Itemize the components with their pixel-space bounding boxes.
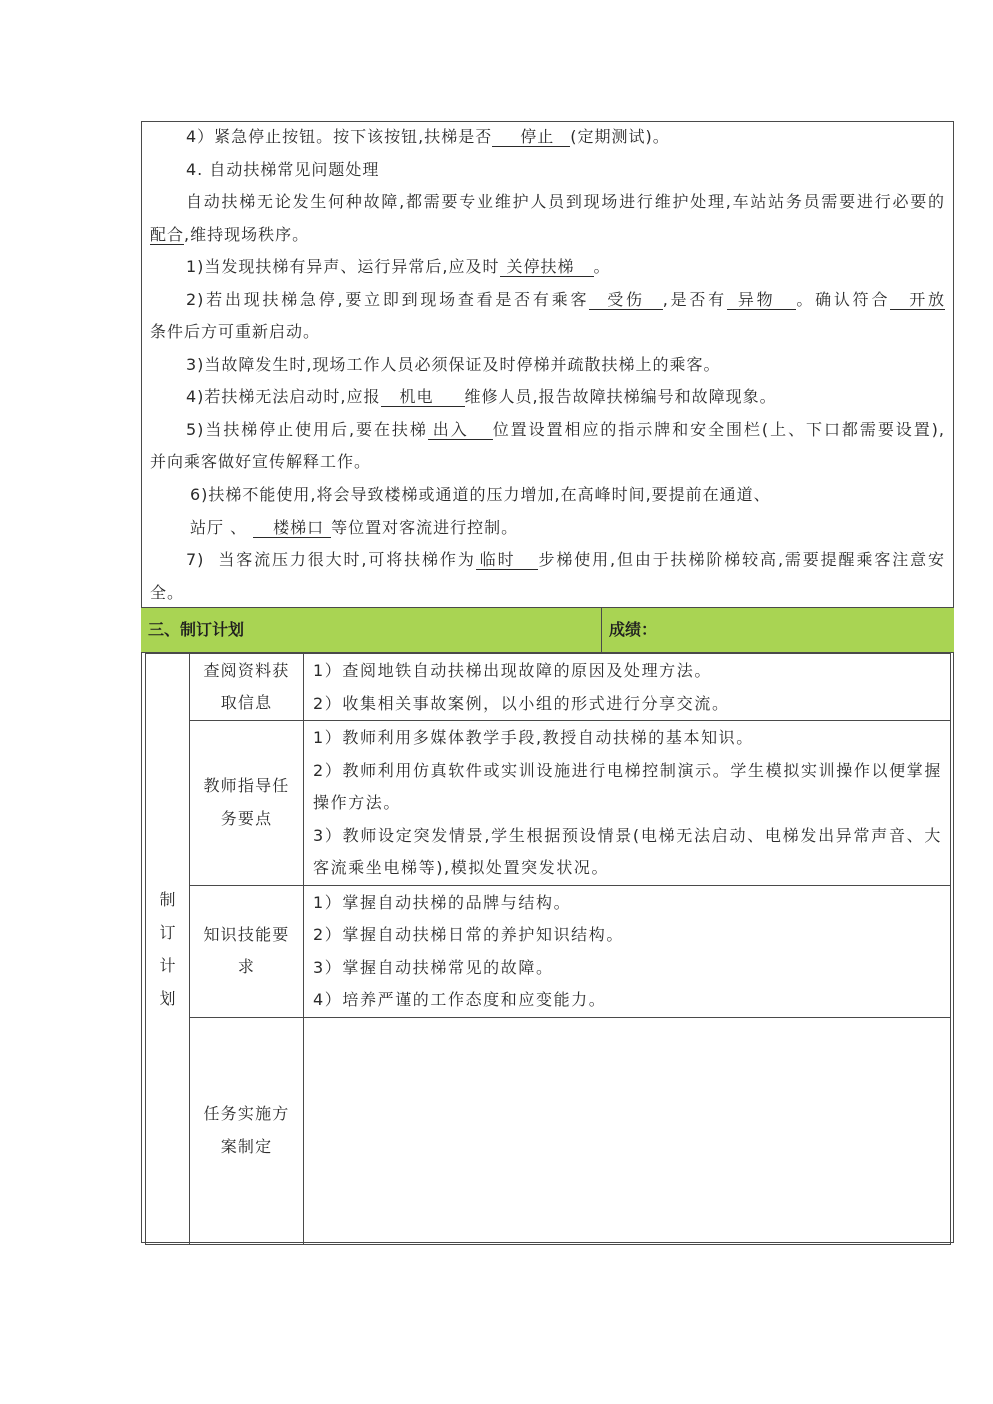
- list-item: 1）查阅地铁自动扶梯出现故障的原因及处理方法。: [313, 661, 712, 680]
- instruction-line: [150, 512, 945, 545]
- line-text: 步梯使用,但由于扶梯阶梯较高,需要提醒乘客注意安: [538, 550, 945, 570]
- row-label-cell: [190, 885, 304, 1017]
- row-label-cell: [190, 1017, 304, 1244]
- row-label-cell: [190, 721, 304, 886]
- instruction-line: [150, 186, 945, 219]
- line-text: (定期测试)。: [570, 127, 670, 146]
- instruction-line: [150, 577, 945, 607]
- instruction-heading: [150, 154, 945, 187]
- fill-in-answer: 受伤: [589, 290, 663, 310]
- line-text: 2)若出现扶梯急停,要立即到现场查看是否有乘客: [186, 289, 590, 309]
- row-label: 任务实施方案制定: [203, 1104, 290, 1156]
- fill-in-answer: 出入: [428, 420, 493, 440]
- instructions-section: [141, 121, 954, 607]
- instruction-line: [150, 219, 945, 252]
- list-item: 2）掌握自动扶梯日常的养护知识结构。: [313, 925, 624, 944]
- row-label: 查阅资料获取信息: [203, 660, 290, 712]
- header-divider: [601, 608, 602, 652]
- line-text: 维修人员,报告故障扶梯编号和故障现象。: [464, 387, 777, 407]
- instruction-line: [150, 251, 945, 284]
- table-row: [146, 885, 951, 1017]
- row-label-cell: [190, 654, 304, 721]
- list-item: 3）掌握自动扶梯常见的故障。: [313, 957, 554, 977]
- table-row: [146, 1017, 951, 1244]
- list-item: 3）教师设定突发情景,学生根据预设情景(电梯无法启动、电梯发出异常声音、大客流乘坐电梯等),模拟处置突发状况。: [313, 825, 942, 877]
- table-row: [146, 721, 951, 886]
- fill-in-answer: 开放: [890, 290, 945, 310]
- line-text: 全。: [150, 582, 185, 602]
- line-text: 1)当发现扶梯有异声、运行异常后,应及时: [186, 257, 500, 277]
- instruction-line: [150, 446, 945, 479]
- line-text: 6)扶梯不能使用,将会导致楼梯或通道的压力增加,在高峰时间,要提前在通道、: [190, 485, 771, 505]
- instruction-line: [150, 349, 945, 382]
- line-text: 。: [593, 257, 611, 277]
- score-label: 成绩：: [609, 620, 658, 639]
- instruction-line: [150, 316, 945, 349]
- empty-answer-area: [304, 1017, 951, 1244]
- instruction-line: [150, 414, 945, 447]
- instruction-line: [150, 381, 945, 414]
- line-text: 4. 自动扶梯常见问题处理: [186, 159, 380, 179]
- row-content-cell: [304, 654, 951, 721]
- fill-in-answer: 临时: [476, 550, 539, 570]
- instruction-line: [150, 121, 945, 154]
- fill-in-answer: 异物: [727, 290, 797, 310]
- list-item: 4）培养严谨的工作态度和应变能力。: [313, 990, 607, 1009]
- line-text: 自动扶梯无论发生何种故障,都需要专业维护人员到现场进行维护处理,车站站务员需要进行必要的: [186, 192, 945, 212]
- line-text: 5)当扶梯停止使用后,要在扶梯: [186, 419, 428, 439]
- fill-in-answer: 关停扶梯: [500, 257, 594, 277]
- fill-in-answer: 停止: [492, 127, 570, 147]
- line-text: 。确认符合: [796, 289, 891, 309]
- row-label: 教师指导任务要点: [203, 776, 290, 828]
- fill-in-answer: 机电: [381, 387, 465, 407]
- line-text: 3)当故障发生时,现场工作人员必须保证及时停梯并疏散扶梯上的乘客。: [186, 354, 721, 374]
- plan-section-label: 制订计划: [159, 889, 176, 1008]
- line-text: 等位置对客流进行控制。: [331, 517, 519, 537]
- list-item: 1）教师利用多媒体教学手段,教授自动扶梯的基本知识。: [313, 728, 754, 747]
- table-row: [146, 654, 951, 721]
- fill-in-answer: 配合: [150, 224, 185, 244]
- section-title: 三、制订计划: [148, 620, 245, 639]
- line-text: 4）紧急停止按钮。按下该按钮,扶梯是否: [186, 127, 493, 146]
- plan-section-label-cell: [146, 654, 190, 1245]
- instruction-line: [150, 284, 945, 317]
- section-header-bar: [141, 607, 954, 653]
- line-text: 位置设置相应的指示牌和安全围栏(上、下口都需要设置),: [492, 419, 945, 439]
- row-content-cell: [304, 721, 951, 886]
- line-text: 7) 当客流压力很大时,可将扶梯作为: [186, 550, 476, 570]
- line-text: ,是否有: [662, 289, 727, 309]
- instruction-line: [150, 544, 945, 577]
- list-item: 2）收集相关事故案例，以小组的形式进行分享交流。: [313, 693, 730, 713]
- instruction-line: [150, 479, 945, 512]
- line-text: 条件后方可重新启动。: [150, 322, 321, 342]
- plan-table: [145, 653, 951, 1245]
- line-text: 4)若扶梯无法启动时,应报: [186, 387, 381, 407]
- list-item: 1）掌握自动扶梯的品牌与结构。: [313, 892, 572, 912]
- list-item: 2）教师利用仿真软件或实训设施进行电梯控制演示。学生模拟实训操作以便掌握操作方法。: [313, 760, 942, 812]
- line-text: ,维持现场秩序。: [184, 224, 310, 244]
- row-content-cell: [304, 885, 951, 1017]
- row-label: 知识技能要求: [203, 924, 290, 976]
- line-text: 站厅 、: [190, 517, 248, 537]
- fill-in-answer: 楼梯口: [253, 518, 331, 538]
- line-text: 并向乘客做好宣传解释工作。: [150, 452, 372, 472]
